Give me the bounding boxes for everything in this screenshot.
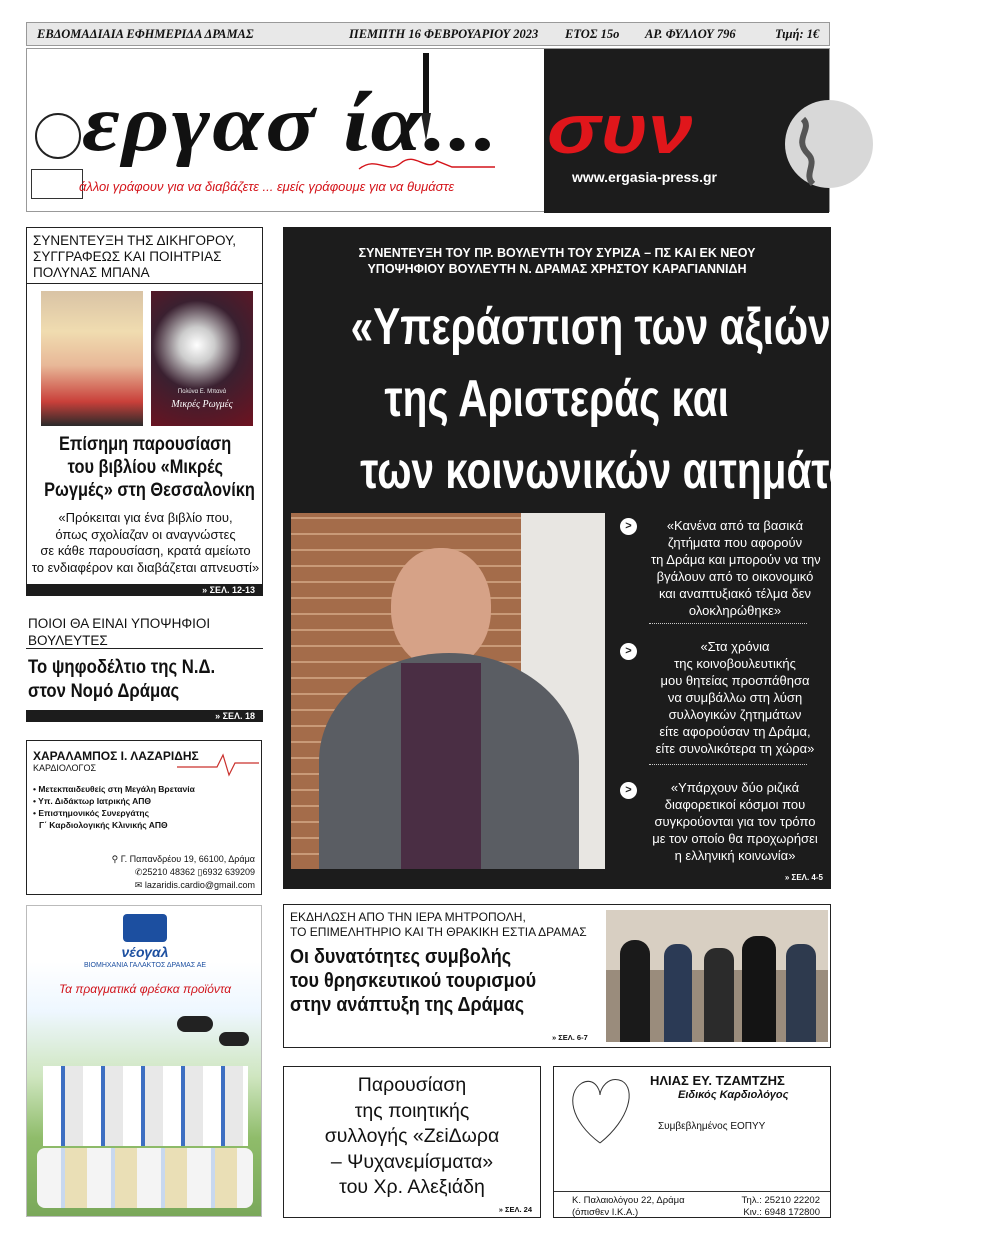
story-nd-ballot[interactable]: ΠΟΙΟΙ ΘΑ ΕΙΝΑΙ ΥΠΟΨΗΦΙΟΙ ΒΟΥΛΕΥΤΕΣ Το ψηφοδέλτιο της Ν.Δ. στον Νομό Δράμας » ΣΕΛ. 18: [26, 614, 263, 722]
contact-block: ⚲ Γ. Παπανδρέου 19, 66100, Δράμα ✆25210 48362 ▯6932 639209 ✉ lazaridis.cardio@gmail.com: [111, 854, 255, 890]
doctor-title: ΚΑΡΔΙΟΛΟΓΟΣ: [33, 763, 97, 773]
logo-main: εργασ ία...: [82, 80, 500, 168]
book-cover: Πολύνα Ε. Μπανά Μικρές Ρωγμές: [151, 291, 253, 426]
website-link[interactable]: www.ergasia-press.gr: [572, 169, 717, 185]
feature-title-line: των κοινωνικών αιτημάτων»: [360, 442, 908, 500]
event-photo: [606, 910, 828, 1042]
feature-title-line: της Αριστεράς και: [384, 370, 730, 428]
quote-arrow-icon: >: [620, 643, 637, 660]
ad-slogan: Τα πραγματικά φρέσκα προϊόντα: [58, 982, 232, 996]
pin-icon: ⚲: [111, 854, 121, 864]
page-ref[interactable]: » ΣΕΛ. 18: [26, 710, 263, 722]
company-name: ΒΙΟΜΗΧΑΝΙΑ ΓΑΛΑΚΤΟΣ ΔΡΑΜΑΣ ΑΕ: [83, 962, 207, 969]
pull-quote: «Υπάρχουν δύο ριζικά διαφορετικοί κόσμοι που συγκρούονται για τον τρόπο με τον οποίο θα προχωρήσει η ελληνική κοινωνία»: [652, 780, 818, 863]
doctor-name: ΗΛΙΑΣ ΕΥ. ΤΖΑΜΤΖΗΣ: [650, 1073, 785, 1088]
credentials-list: • Μετεκπαιδευθείς στη Μεγάλη Βρετανία • Υπ. Διδάκτωρ Ιατρικής ΑΠΘ • Επιστημονικός Συνεργάτης Γ΄ Καρδιολογικής Κλινικής ΑΠΘ: [33, 784, 195, 830]
author-photo: [41, 291, 143, 426]
logo-red: συν: [547, 90, 693, 168]
signature-line-icon: [357, 151, 497, 177]
ad-cardiologist-lazaridis[interactable]: [26, 740, 262, 895]
weekly-label: ΕΒΔΟΜΑΔΙΑΙΑ ΕΦΗΜΕΡΙΔΑ ΔΡΑΜΑΣ: [37, 27, 254, 41]
story-religious-tourism[interactable]: [283, 904, 831, 1048]
page-ref[interactable]: » ΣΕΛ. 12-13: [26, 584, 263, 596]
association-seal-icon: [35, 113, 81, 159]
neogal-logo-icon: [123, 914, 167, 942]
issue-info-bar: [26, 22, 830, 46]
page-ref[interactable]: » ΣΕΛ. 6-7: [552, 1033, 588, 1042]
globe-icon: [773, 99, 829, 189]
heart-outline-icon: [564, 1073, 636, 1149]
address-block: Κ. Παλαιολόγου 22, Δράμα (όπισθεν Ι.Κ.Α.): [572, 1195, 685, 1218]
ad-cardiologist-tzamtzis[interactable]: [553, 1066, 831, 1218]
story-headline: Οι δυνατότητες συμβολής του θρησκευτικού τουρισμού στην ανάπτυξη της Δράμας: [290, 946, 537, 1016]
story-book-presentation[interactable]: [26, 227, 263, 595]
cow-icon: [219, 1032, 249, 1046]
feature-interview-karagiannidis[interactable]: [283, 227, 908, 889]
phone-block: Τηλ.: 25210 22202 Κιν.: 6948 172800: [741, 1195, 820, 1218]
story-headline: Επίσημη παρουσίαση του βιβλίου «Μικρές Ρωγμές» στη Θεσσαλονίκη: [44, 434, 255, 501]
product-cartons: [43, 1066, 248, 1146]
heartbeat-icon: [177, 749, 259, 777]
pull-quote: «Στα χρόνια της κοινοβουλευτικής μου θητείας προσπάθησα να συμβάλλω στη λύση συλλογικών ζητημάτων είτε αφορούσαν τη Δράμα, είτε συνολικότερα τη χώρα»: [655, 639, 815, 756]
issue-year: ΕΤΟΣ 15ο: [565, 27, 620, 41]
issue-date: ΠΕΜΠΤΗ 16 ΦΕΒΡΟΥΑΡΙΟΥ 2023: [349, 27, 539, 41]
feature-title-line: «Υπεράσπιση των αξιών: [350, 298, 831, 356]
story-kicker: ΣΥΝΕΝΤΕΥΞΗ ΤΗΣ ΔΙΚΗΓΟΡΟΥ, ΣΥΓΓΡΑΦΕΩΣ ΚΑΙ ΠΟΙΗΤΡΙΑΣ ΠΟΛΥΝΑΣ ΜΠΑΝΑ: [33, 233, 237, 280]
brand-name: νέογαλ: [121, 944, 169, 960]
story-kicker: ΕΚΔΗΛΩΣΗ ΑΠΟ ΤΗΝ ΙΕΡΑ ΜΗΤΡΟΠΟΛΗ, ΤΟ ΕΠΙΜΕΛΗΤΗΡΙΟ ΚΑΙ ΤΗ ΘΡΑΚΙΚΗ ΕΣΤΙΑ ΔΡΑΜΑΣ: [290, 910, 587, 939]
slogan: άλλοι γράφουν για να διαβάζετε ... εμείς γράφουμε για να θυμάστε: [79, 179, 455, 194]
issue-number: ΑΡ. ΦΥΛΛΟΥ 796: [645, 27, 736, 41]
product-cups: [37, 1148, 253, 1208]
story-quote: «Πρόκειται για ένα βιβλίο που, όπως σχολίαζαν οι αναγνώστες σε κάθε παρουσίαση, κρατά αμείωτο το ενδιαφέρον και διαβάζεται απνευστί»: [31, 510, 260, 575]
doctor-title: Ειδικός Καρδιολόγος: [678, 1089, 789, 1101]
page-ref[interactable]: » ΣΕΛ. 24: [498, 1205, 532, 1214]
contract-note: Συμβεβλημένος ΕΟΠΥΥ: [658, 1121, 766, 1132]
cow-icon: [177, 1016, 213, 1032]
issue-price: Τιμή: 1€: [775, 27, 820, 41]
ad-neogal-dairy[interactable]: [26, 905, 262, 1217]
quote-arrow-icon: >: [620, 518, 637, 535]
masthead: [26, 48, 830, 212]
story-headline: Το ψηφοδέλτιο της Ν.Δ. στον Νομό Δράμας: [28, 657, 216, 702]
feature-kicker: ΣΥΝΕΝΤΕΥΞΗ ΤΟΥ ΠΡ. ΒΟΥΛΕΥΤΗ ΤΟΥ ΣΥΡΙΖΑ – ΠΣ ΚΑΙ ΕΚ ΝΕΟΥ ΥΠΟΨΗΦΙΟΥ ΒΟΥΛΕΥΤΗ Ν. ΔΡΑΜΑΣ ΧΡΗΣΤΟΥ ΚΑΡΑΓΙΑΝΝΙΔΗ: [358, 246, 756, 276]
mobile-icon: ▯: [197, 867, 203, 877]
page-ref[interactable]: » ΣΕΛ. 4-5: [784, 873, 823, 882]
registration-stamp-icon: [31, 169, 83, 199]
phone-icon: ✆: [134, 867, 143, 877]
interviewee-photo: [291, 513, 605, 869]
mail-icon: ✉: [134, 880, 145, 890]
quote-arrow-icon: >: [620, 782, 637, 799]
doctor-name: ΧΑΡΑΛΑΜΠΟΣ Ι. ΛΑΖΑΡΙΔΗΣ: [33, 749, 199, 763]
poetry-text: Παρουσίαση της ποιητικής συλλογής «ΖεiΔωρα – Ψυχανεμίσματα» του Χρ. Αλεξιάδη: [324, 1074, 500, 1198]
story-poetry-presentation[interactable]: [283, 1066, 541, 1218]
pull-quote: «Κανένα από τα βασικά ζητήματα που αφορούν τη Δράμα και μπορούν να την βγάλουν από το οικονομικό και αναπτυξιακό τέλμα δεν ολοκληρώθηκε»: [651, 518, 821, 618]
